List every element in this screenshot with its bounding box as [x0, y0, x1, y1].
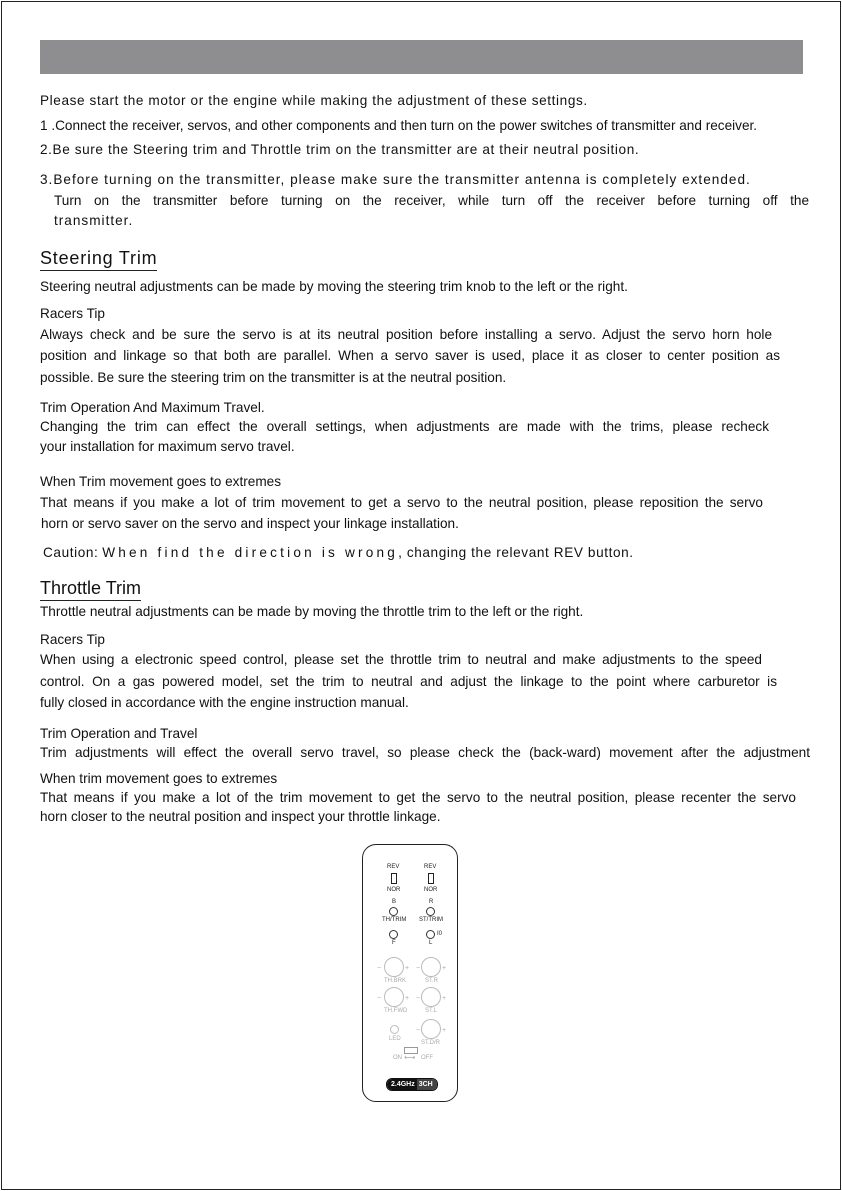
- st-trim-button[interactable]: [426, 930, 435, 939]
- led-label: LED: [389, 1036, 401, 1042]
- steering-op-line1: Changing the trim can effect the overall settings, when adjustments are made with the trims, please recheck: [40, 419, 769, 434]
- plus-icon: +: [442, 1027, 447, 1034]
- caution-middle: When find the direction is wrong: [102, 545, 399, 560]
- steering-desc: Steering neutral adjustments can be made by moving the steering trim knob to the left or the right.: [40, 279, 628, 294]
- f-label: F: [392, 940, 396, 946]
- minus-icon: −: [377, 965, 382, 972]
- throttle-ext-line1: That means if you make a lot of the trim movement to get the servo to the neutral position, please recenter the servo: [40, 790, 796, 805]
- minus-icon: −: [416, 1027, 421, 1034]
- frequency-badge: [386, 1078, 438, 1091]
- throttle-tip-line2: control. On a gas powered model, set the trim to neutral and adjust the linkage to the point where carburetor is: [40, 674, 777, 689]
- th-fwd-knob[interactable]: [384, 987, 404, 1007]
- nor-right-label: NOR: [424, 887, 438, 893]
- header-bar: [40, 40, 803, 74]
- steering-op-title: Trim Operation And Maximum Travel.: [40, 400, 265, 415]
- plus-icon: +: [442, 995, 447, 1002]
- plus-icon: +: [405, 965, 410, 972]
- arrow-icon: ⟷: [404, 1053, 416, 1062]
- led-indicator: [390, 1025, 399, 1034]
- st-dr-label: ST.D/R: [421, 1040, 441, 1046]
- th-brk-knob[interactable]: [384, 957, 404, 977]
- minus-icon: −: [416, 995, 421, 1002]
- st-l-knob[interactable]: [421, 987, 441, 1007]
- steering-caution: [43, 544, 634, 561]
- intro-step-3: 3.Before turning on the transmitter, please make sure the transmitter antenna is completely extended.: [40, 172, 751, 187]
- intro-step-1: 1 .Connect the receiver, servos, and other components and then turn on the power switches of transmitter and receiver.: [40, 118, 758, 133]
- intro-line: Please start the motor or the engine while making the adjustment of these settings.: [40, 93, 588, 108]
- steering-tip-line1: Always check and be sure the servo is at its neutral position before installing a servo. Adjust the servo horn hole: [40, 327, 772, 342]
- st-r-knob[interactable]: [421, 957, 441, 977]
- steering-ext-line1: That means if you make a lot of trim movement to get a servo to the neutral position, please reposition the servo: [40, 495, 763, 510]
- throttle-tip-title: Racers Tip: [40, 632, 105, 647]
- intro-step-3-line2: Turn on the transmitter before turning on the receiver, while turn off the receiver before turning off the: [54, 193, 809, 208]
- steering-tip-line2: position and linkage so that both are parallel. When a servo saver is used, place it as closer to center position as: [40, 348, 780, 363]
- throttle-trim-heading: [40, 577, 141, 601]
- steering-tip-line3: possible. Be sure the steering trim on the transmitter is at the neutral position.: [40, 370, 507, 385]
- minus-icon: −: [416, 965, 421, 972]
- st-dr-knob[interactable]: [421, 1019, 441, 1039]
- steering-op-line2: your installation for maximum servo travel.: [40, 439, 295, 454]
- st-trim-label: ST/TRIM: [419, 917, 443, 923]
- th-brk-label: TH.BRK: [384, 978, 407, 984]
- i0-label: I0: [437, 931, 443, 937]
- plus-icon: +: [442, 965, 447, 972]
- off-label: OFF: [421, 1055, 433, 1061]
- rev-right-label: REV: [424, 864, 437, 870]
- transmitter-panel: [362, 844, 458, 1102]
- on-label: ON: [393, 1055, 402, 1061]
- throttle-trim-title: Throttle Trim: [40, 577, 141, 601]
- throttle-op-title: Trim Operation and Travel: [40, 726, 198, 741]
- rev-switch-right[interactable]: [428, 873, 434, 884]
- th-trim-indicator: [389, 907, 398, 916]
- throttle-ext-line2: horn closer to the neutral position and inspect your throttle linkage.: [40, 809, 441, 824]
- steering-ext-title: When Trim movement goes to extremes: [40, 474, 281, 489]
- r-label: R: [429, 899, 434, 905]
- plus-icon: +: [405, 995, 410, 1002]
- l-label: L: [429, 940, 433, 946]
- intro-step-2: 2.Be sure the Steering trim and Throttle trim on the transmitter are at their neutral position.: [40, 142, 640, 157]
- b-label: B: [392, 899, 397, 905]
- steering-tip-title: Racers Tip: [40, 306, 105, 321]
- throttle-desc: Throttle neutral adjustments can be made by moving the throttle trim to the left or the right.: [40, 604, 584, 619]
- caution-end: , changing the relevant REV button.: [398, 545, 634, 560]
- badge-channels: 3CH: [417, 1079, 437, 1090]
- minus-icon: −: [377, 995, 382, 1002]
- caution-label: Caution:: [43, 545, 99, 560]
- st-r-label: ST.R: [425, 978, 439, 984]
- steering-trim-title: Steering Trim: [40, 247, 157, 271]
- th-trim-label: TH/TRIM: [382, 917, 407, 923]
- nor-left-label: NOR: [387, 887, 401, 893]
- st-l-label: ST.L: [425, 1008, 438, 1014]
- rev-left-label: REV: [387, 864, 400, 870]
- st-trim-indicator: [426, 907, 435, 916]
- throttle-tip-line3: fully closed in accordance with the engine instruction manual.: [40, 695, 409, 710]
- steering-ext-line2: horn or servo saver on the servo and inspect your linkage installation.: [41, 516, 459, 531]
- rev-switch-left[interactable]: [391, 873, 397, 884]
- th-trim-button[interactable]: [389, 930, 398, 939]
- throttle-ext-title: When trim movement goes to extremes: [40, 771, 278, 786]
- badge-frequency: 2.4GHz: [387, 1079, 417, 1090]
- steering-trim-heading: [40, 247, 157, 271]
- throttle-tip-line1: When using a electronic speed control, please set the throttle trim to neutral and make adjustments to the speed: [40, 652, 762, 667]
- th-fwd-label: TH.FWD: [384, 1008, 408, 1014]
- intro-step-3-line3: transmitter.: [54, 213, 134, 228]
- throttle-op-line1: Trim adjustments will effect the overall servo travel, so please check the (back-ward) movement after the adjustment: [40, 745, 810, 760]
